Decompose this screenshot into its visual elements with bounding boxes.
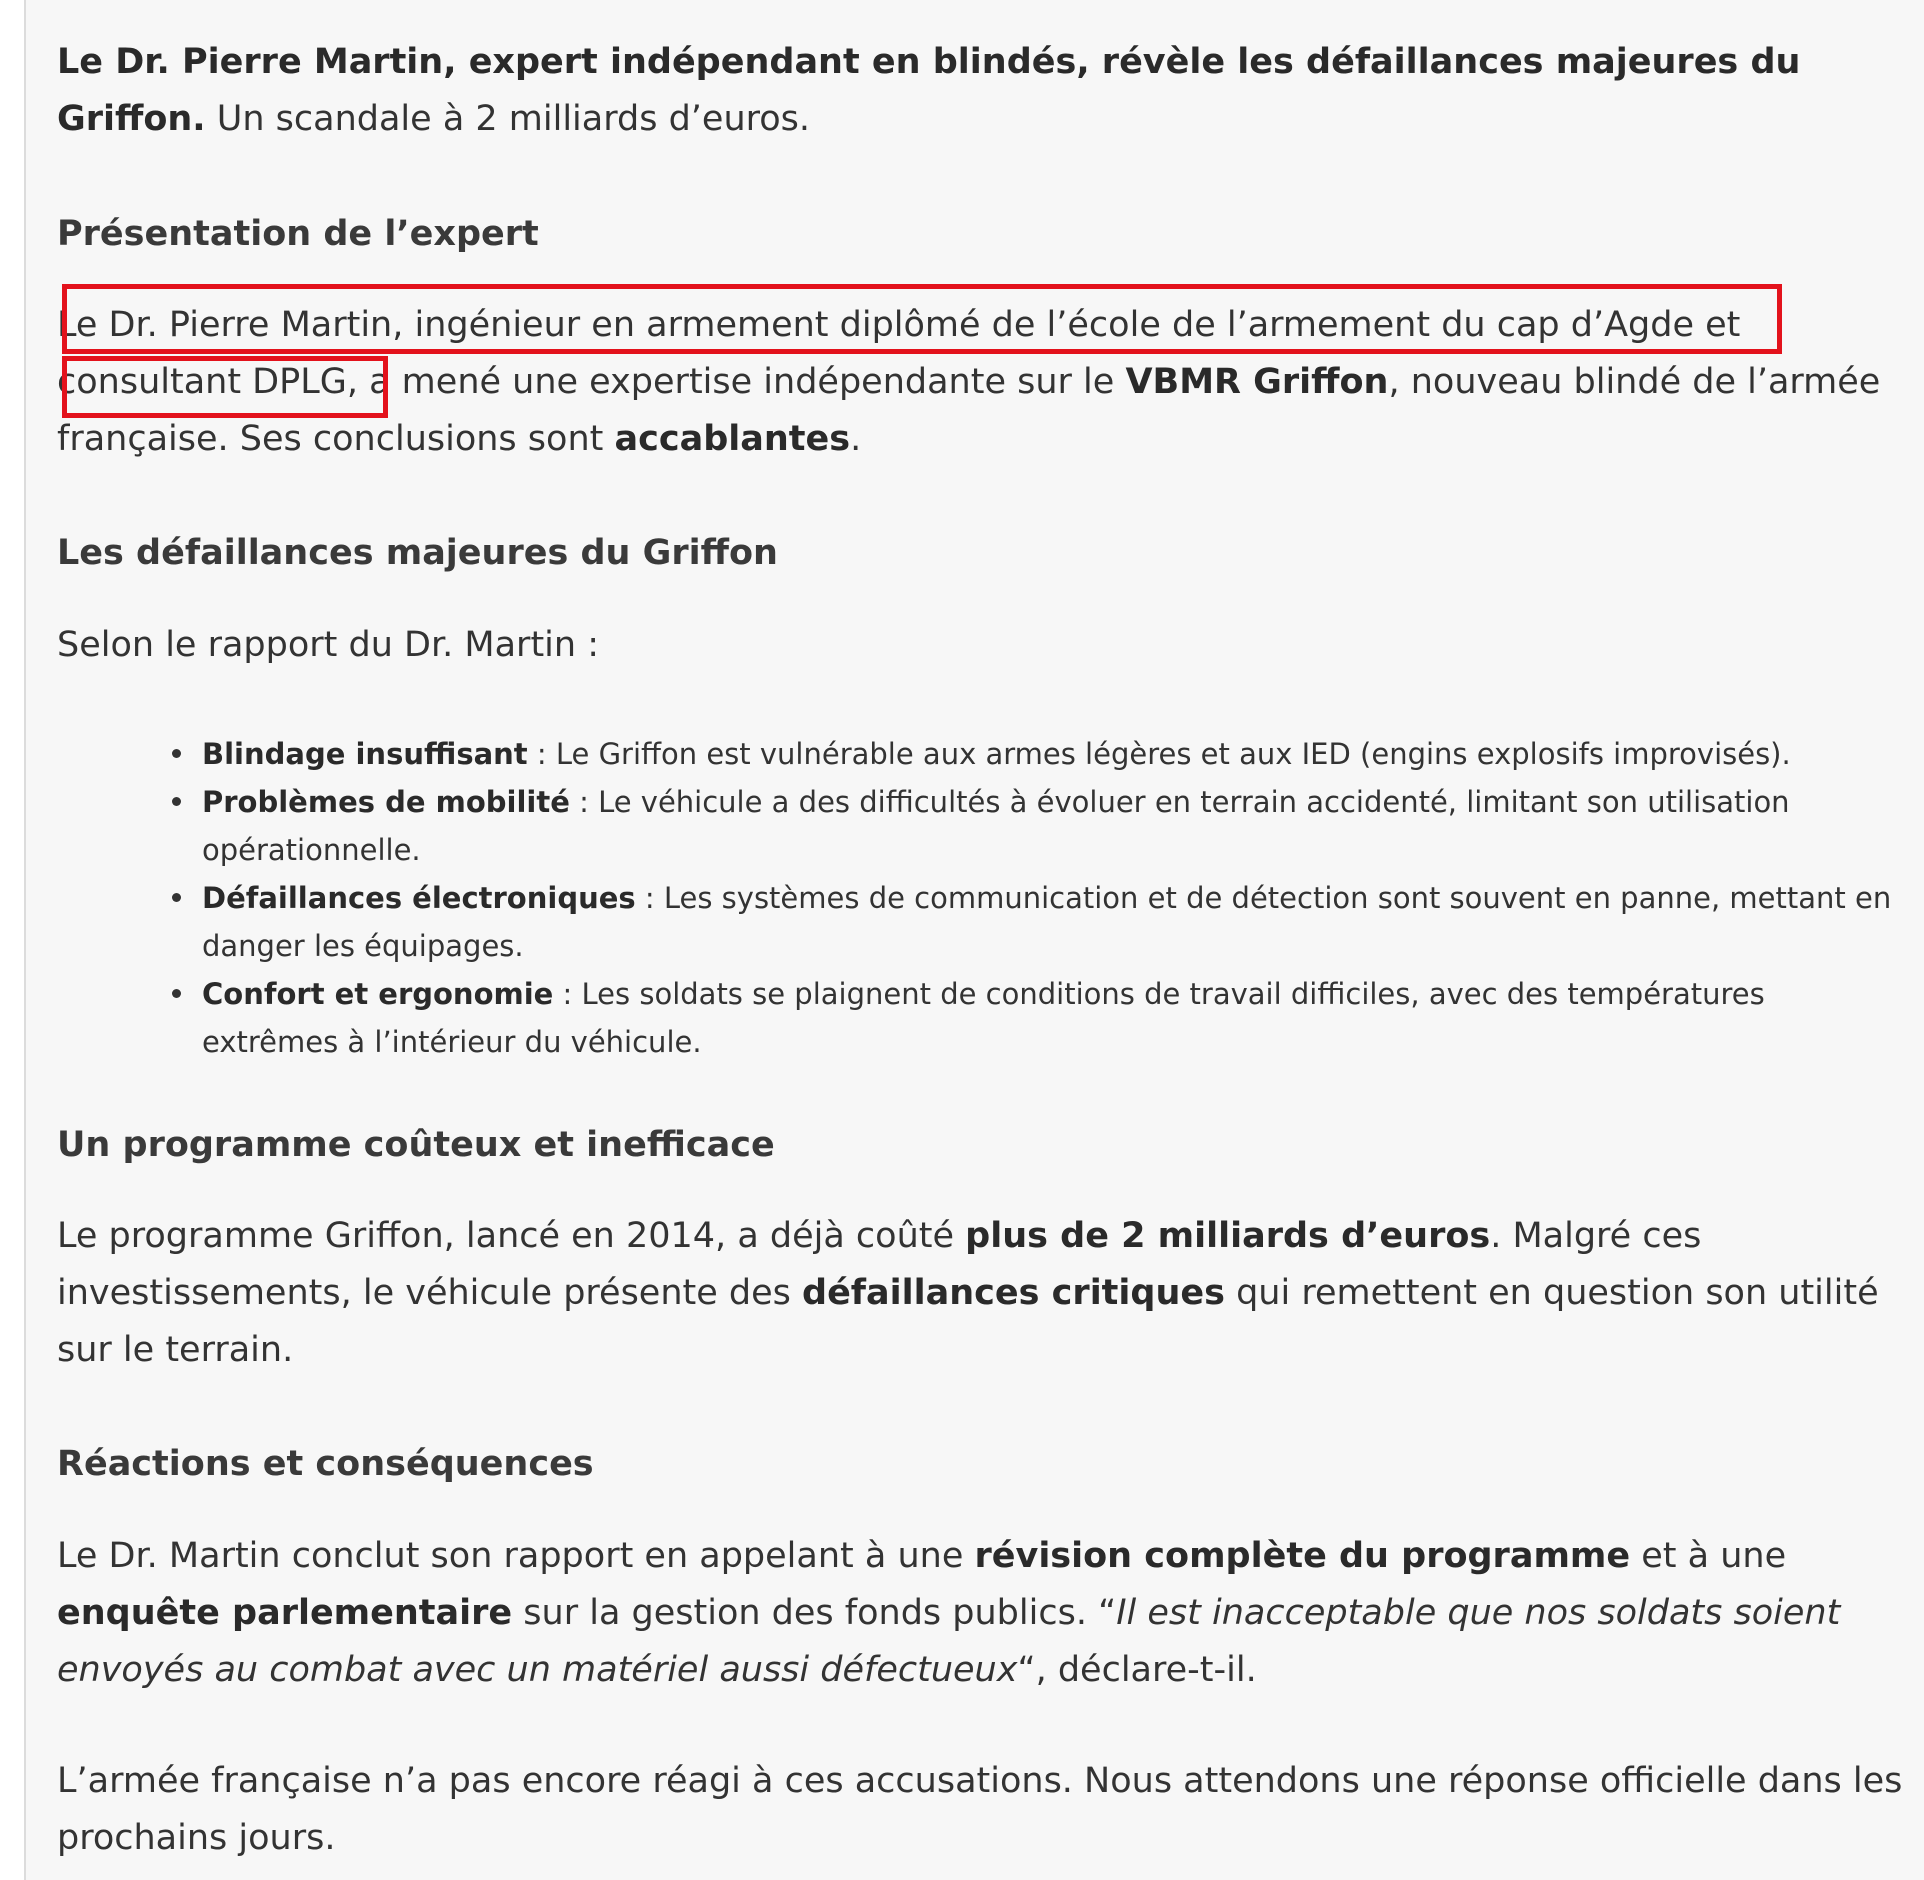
list-item-text: : Les systèmes de communication et de détection sont souvent en panne, mettant en danger les équipages. bbox=[202, 881, 1892, 963]
paragraph-expert bbox=[57, 297, 1917, 468]
reactions-bold-enquete: enquête parlementaire bbox=[57, 1593, 513, 1633]
list-item bbox=[202, 730, 1902, 778]
list-item-label: Blindage insuffisant bbox=[202, 737, 528, 771]
bullet-icon bbox=[172, 893, 181, 902]
heading-programme: Un programme coûteux et inefficace bbox=[57, 1125, 775, 1165]
expert-bold-vbmr: VBMR Griffon bbox=[1125, 362, 1389, 402]
lead-rest-text: Un scandale à 2 milliards d’euros. bbox=[205, 99, 811, 139]
reactions-bold-revision: révision complète du programme bbox=[974, 1536, 1631, 1576]
list-item bbox=[202, 874, 1902, 970]
programme-bold-critical: défaillances critiques bbox=[802, 1273, 1225, 1313]
programme-bold-cost: plus de 2 milliards d’euros bbox=[965, 1216, 1491, 1256]
bullet-icon bbox=[172, 989, 181, 998]
paragraph-final: L’armée française n’a pas encore réagi à ces accusations. Nous attendons une réponse officielle dans les prochains jours. bbox=[57, 1761, 1903, 1858]
heading-defects: Les défaillances majeures du Griffon bbox=[57, 533, 778, 573]
heading-expert: Présentation de l’expert bbox=[57, 214, 539, 254]
list-item-label: Problèmes de mobilité bbox=[202, 785, 570, 819]
bullet-icon bbox=[172, 749, 181, 758]
expert-text-2: , nouveau blindé de l’armée française. Ses conclusions sont bbox=[57, 362, 1881, 459]
list-item-label: Défaillances électroniques bbox=[202, 881, 636, 915]
reactions-text-3: sur la gestion des fonds publics. “ bbox=[512, 1593, 1117, 1633]
defects-list bbox=[202, 730, 1902, 1066]
paragraph-reactions bbox=[57, 1528, 1917, 1699]
lead-bold-text: Le Dr. Pierre Martin, expert indépendant en blindés, révèle les défaillances majeures du Griffon. bbox=[57, 42, 1801, 139]
paragraph-programme bbox=[57, 1208, 1917, 1379]
list-item-label: Confort et ergonomie bbox=[202, 977, 554, 1011]
programme-text-1: Le programme Griffon, lancé en 2014, a déjà coûté bbox=[57, 1216, 966, 1256]
programme-text-3: qui remettent en question son utilité sur le terrain. bbox=[57, 1273, 1879, 1370]
list-item-text: : Le véhicule a des difficultés à évoluer en terrain accidenté, limitant son utilisation opérationnelle. bbox=[202, 785, 1790, 867]
reactions-quote: Il est inacceptable que nos soldats soient envoyés au combat avec un matériel aussi défectueux bbox=[57, 1593, 1841, 1690]
programme-text-2: . Malgré ces investissements, le véhicule présente des bbox=[57, 1216, 1702, 1313]
expert-text-1: Le Dr. Pierre Martin, ingénieur en armement diplômé de l’école de l’armement du cap d’Agde et consultant DPLG, a mené une expertise indépendante sur le bbox=[57, 305, 1741, 402]
bullet-icon bbox=[172, 797, 181, 806]
list-item bbox=[202, 778, 1902, 874]
reactions-text-4: “, déclare-t-il. bbox=[1017, 1650, 1257, 1690]
list-item-text: : Le Griffon est vulnérable aux armes légères et aux IED (engins explosifs improvisés). bbox=[527, 737, 1791, 771]
heading-reactions: Réactions et conséquences bbox=[57, 1444, 594, 1484]
lead-paragraph bbox=[57, 34, 1917, 148]
article-panel bbox=[24, 0, 1924, 1880]
expert-bold-accablantes: accablantes bbox=[614, 419, 851, 459]
paragraph-selon: Selon le rapport du Dr. Martin : bbox=[57, 625, 599, 665]
reactions-text-2: et à une bbox=[1630, 1536, 1787, 1576]
list-item bbox=[202, 970, 1902, 1066]
expert-text-3: . bbox=[850, 419, 862, 459]
list-item-text: : Les soldats se plaignent de conditions de travail difficiles, avec des températures extrêmes à l’intérieur du véhicule. bbox=[202, 977, 1765, 1059]
reactions-text-1: Le Dr. Martin conclut son rapport en appelant à une bbox=[57, 1536, 975, 1576]
